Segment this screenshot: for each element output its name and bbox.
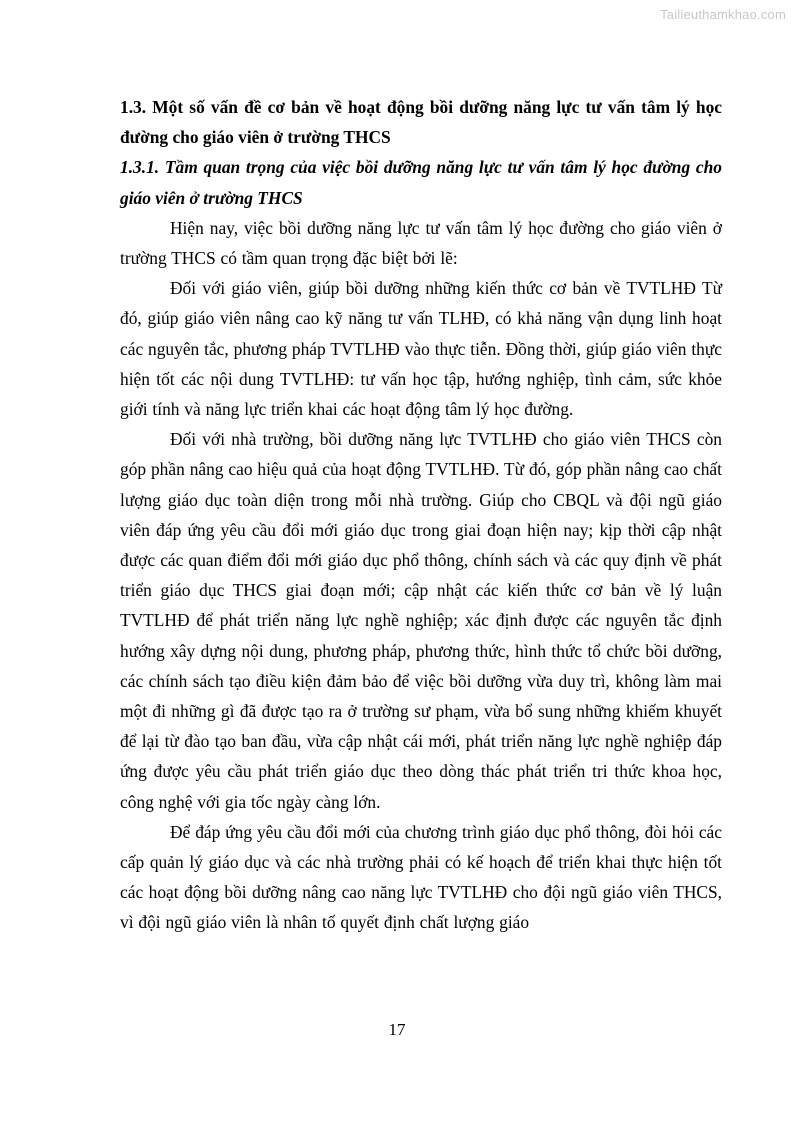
document-body xyxy=(120,92,722,938)
paragraph: Đối với giáo viên, giúp bồi dưỡng những kiến thức cơ bản về TVTLHĐ Từ đó, giúp giáo viên nâng cao kỹ năng tư vấn TLHĐ, có khả năng vận dụng linh hoạt các nguyên tắc, phương pháp TVTLHĐ vào thực tiễn. Đồng thời, giúp giáo viên thực hiện tốt các nội dung TVTLHĐ: tư vấn học tập, hướng nghiệp, tình cảm, sức khỏe giới tính và năng lực triển khai các hoạt động tâm lý học đường. xyxy=(120,278,722,420)
subsection-heading: 1.3.1. Tầm quan trọng của việc bồi dưỡng năng lực tư vấn tâm lý học đường cho giáo viên ở trường THCS xyxy=(120,157,722,208)
paragraph: Để đáp ứng yêu cầu đổi mới của chương trình giáo dục phổ thông, đòi hỏi các cấp quản lý giáo dục và các nhà trường phải có kế hoạch để triển khai thực hiện tốt các hoạt động bồi dưỡng nâng cao năng lực TVTLHĐ cho đội ngũ giáo viên THCS, vì đội ngũ giáo viên là nhân tố quyết định chất lượng giáo xyxy=(120,821,722,933)
paragraph: Đối với nhà trường, bồi dưỡng năng lực TVTLHĐ cho giáo viên THCS còn góp phần nâng cao hiệu quả của hoạt động TVTLHĐ. Từ đó, góp phần nâng cao chất lượng giáo dục toàn diện trong mỗi nhà trường. Giúp cho CBQL và đội ngũ giáo viên đáp ứng yêu cầu đổi mới giáo dục trong giai đoạn hiện nay; kịp thời cập nhật được các quan điểm đổi mới giáo dục phổ thông, chính sách và các quy định về phát triển giáo dục THCS giai đoạn mới; cập nhật các kiến thức cơ bản về lý luận TVTLHĐ để phát triển năng lực nghề nghiệp; xác định được các nguyên tắc định hướng xây dựng nội dung, phương pháp, phương thức, hình thức tổ chức bồi dưỡng, các chính sách tạo điều kiện đảm bảo để việc bồi dưỡng vừa duy trì, không làm mai một đi những gì đã được tạo ra ở trường sư phạm, vừa bổ sung những khiếm khuyết để lại từ đào tạo ban đầu, vừa cập nhật cái mới, phát triển năng lực nghề nghiệp đáp ứng được yêu cầu phát triển giáo dục theo dòng thác phát triển tri thức khoa học, công nghệ với gia tốc ngày càng lớn. xyxy=(120,429,722,812)
paragraph: Hiện nay, việc bồi dưỡng năng lực tư vấn tâm lý học đường cho giáo viên ở trường THCS có tầm quan trọng đặc biệt bởi lẽ: xyxy=(120,217,722,269)
section-heading: 1.3. Một số vấn đề cơ bản về hoạt động bồi dưỡng năng lực tư vấn tâm lý học đường cho giáo viên ở trường THCS xyxy=(120,97,722,148)
page-number: 17 xyxy=(388,1020,406,1039)
watermark: Tailieuthamkhao.com xyxy=(660,7,786,22)
